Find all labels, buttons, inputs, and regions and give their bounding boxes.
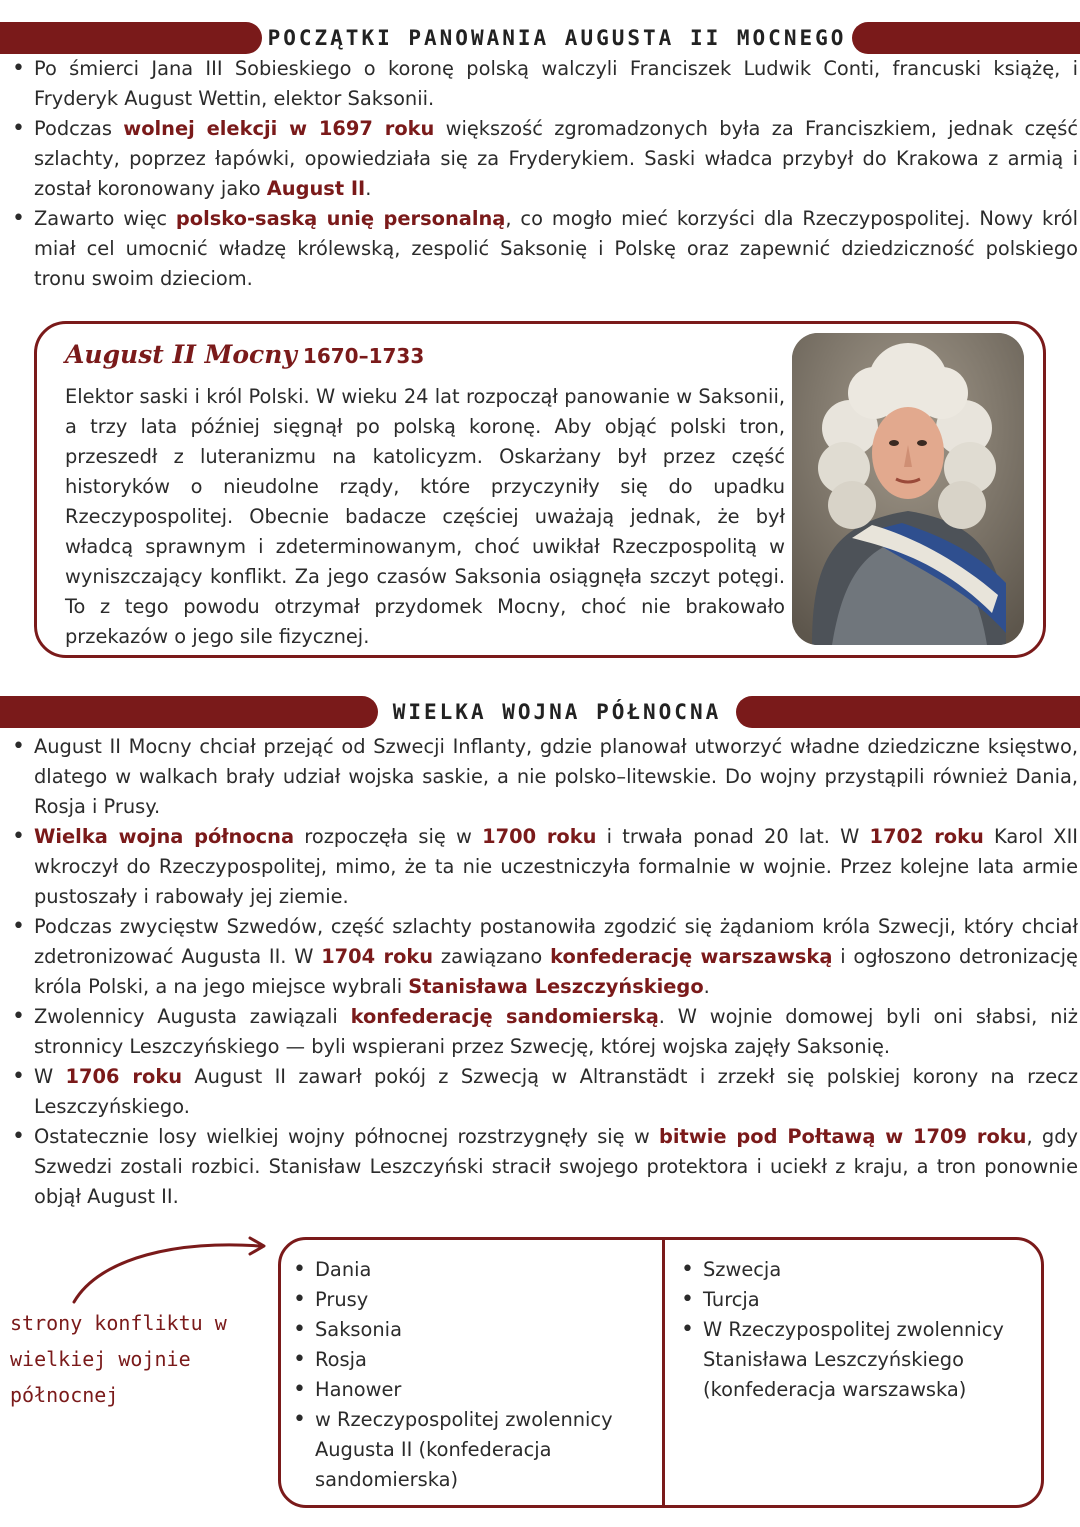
bullet-text: W <box>34 1065 66 1088</box>
highlight-text: wolnej elekcji w 1697 roku <box>123 117 435 140</box>
sides-left-list <box>291 1255 641 1495</box>
conflict-sides-box <box>278 1237 1044 1508</box>
highlight-text: August II <box>266 177 366 200</box>
banner-bar-left <box>0 696 378 728</box>
bullet-text: Podczas <box>34 117 124 140</box>
bullet-item <box>10 732 1078 822</box>
side-item: • w Rzeczypospolitej zwolennicy Augusta II (konfederacja sandomierska) <box>291 1405 641 1495</box>
side-item: • Szwecja <box>679 1255 1029 1285</box>
bullet-text: . W wojnie domowej byli oni słabsi, niż stronnicy Leszczyńskiego — byli wspierani przez Szwecję, której wojska zajęły Saksonię. <box>34 1005 1078 1058</box>
bullet-text: August II zawarł pokój z Szwecją w Altranstädt i zrzekł się polskiej korony na rzecz Leszczyńskiego. <box>34 1065 1078 1118</box>
section-title-2: WIELKA WOJNA PÓŁNOCNA <box>392 700 722 724</box>
biography-name: August II Mocny <box>65 340 297 369</box>
highlight-text: konfederację warszawską <box>550 945 833 968</box>
section-title-1: POCZĄTKI PANOWANIA AUGUSTA II MOCNEGO <box>267 26 847 50</box>
side-item: • Dania <box>291 1255 641 1285</box>
bullet-item <box>10 204 1078 294</box>
highlight-text: polsko-saską unię personalną <box>175 207 506 230</box>
bullet-text: i ogłoszono detronizację króla Polski, a na jego miejsce wybrali <box>34 945 1078 998</box>
bullet-text: rozpoczęła się w <box>294 825 483 848</box>
section-banner-1 <box>0 14 1080 54</box>
highlight-text: Stanisława Leszczyńskiego <box>408 975 704 998</box>
bullet-item <box>10 822 1078 912</box>
bullet-item <box>10 114 1078 204</box>
banner-bar-left <box>0 22 262 54</box>
bullet-text: , gdy Szwedzi zostali rozbici. Stanisław Leszczyński stracił swojego protektora i uciekł z kraju, a tron ponownie objął August II. <box>34 1125 1078 1208</box>
highlight-text: 1704 roku <box>321 945 434 968</box>
biography-box <box>34 321 1046 658</box>
bullet-text: Podczas zwycięstw Szwedów, część szlachty postanowiła zgodzić się żądaniom króla Szwecji, który chciał zdetronizować Augusta II. W <box>34 915 1078 968</box>
side-item: • W Rzeczypospolitej zwolennicy Stanisława Leszczyńskiego (konfederacja warszawska) <box>679 1315 1029 1405</box>
bullet-item <box>10 1002 1078 1062</box>
intro-bullet-list <box>10 54 1078 294</box>
sides-label-line: wielkiej wojnie <box>10 1347 191 1371</box>
sides-label-line: północnej <box>10 1383 119 1407</box>
war-bullet-list <box>10 732 1078 1212</box>
biography-years: 1670–1733 <box>302 344 425 368</box>
biography-text: Elektor saski i król Polski. W wieku 24 lat rozpoczął panowanie w Saksonii, a trzy lata później sięgnął po polską koronę. Aby objąć polski tron, przeszedł z luteranizmu na katolicyzm. Oskarżany był przez część historyków o nieudolne rządy, które przyczyniły się do upadku Rzeczypospolitej. Obecnie badacze częściej uważają jednak, że był władcą sprawnym i zdeterminowanym, choć uwikłał Rzeczpospolitą w wyniszczający konflikt. Za jego czasów Saksonia osiągnęła szczyt potęgi. To z tego powodu otrzymał przydomek Mocny, choć nie brakowało przekazów o jego sile fizycznej. <box>65 385 785 648</box>
bullet-item <box>10 1062 1078 1122</box>
bullet-item <box>10 54 1078 114</box>
highlight-text: Wielka wojna północna <box>34 825 295 848</box>
biography-heading <box>65 340 424 369</box>
portrait-image <box>792 333 1024 645</box>
bullet-text: Karol XII wkroczył do Rzeczypospolitej, mimo, że ta nie uczestniczyła formalnie w wojnie. Przez kolejne lata armie pustoszały i rabowały jej ziemie. <box>34 825 1079 908</box>
side-item: • Turcja <box>679 1285 1029 1315</box>
banner-bar-right <box>736 696 1080 728</box>
side-item: • Rosja <box>291 1345 641 1375</box>
bullet-item <box>10 1122 1078 1212</box>
banner-bar-right <box>852 22 1080 54</box>
column-divider <box>662 1240 665 1505</box>
highlight-text: konfederację sandomierską <box>350 1005 659 1028</box>
highlight-text: 1700 roku <box>482 825 597 848</box>
highlight-text: 1702 roku <box>869 825 984 848</box>
bullet-text: Po śmierci Jana III Sobieskiego o koronę polską walczyli Franciszek Ludwik Conti, francuski książę, i Fryderyk August Wettin, elektor Saksonii. <box>34 57 1078 110</box>
side-item: • Prusy <box>291 1285 641 1315</box>
highlight-text: bitwie pod Połtawą w 1709 roku <box>659 1125 1027 1148</box>
section-banner-2 <box>0 688 1080 728</box>
bullet-text: i trwała ponad 20 lat. W <box>596 825 870 848</box>
bullet-text: Ostatecznie losy wielkiej wojny północnej rozstrzygnęły się w <box>34 1125 660 1148</box>
bullet-text: zawiązano <box>433 945 551 968</box>
sides-label <box>10 1305 227 1413</box>
side-item: • Hanower <box>291 1375 641 1405</box>
bullet-text: August II Mocny chciał przejąć od Szwecji Inflanty, gdzie planował utworzyć władne dziedziczne księstwo, dlatego w walkach brały udział wojska saskie, a nie polsko–litewskie. Do wojny przystąpili również Dania, Rosja i Prusy. <box>34 735 1078 818</box>
bullet-text: . <box>703 975 710 998</box>
bullet-text: Zwolennicy Augusta zawiązali <box>34 1005 351 1028</box>
sides-label-line: strony konfliktu w <box>10 1311 227 1335</box>
bullet-item <box>10 912 1078 1002</box>
side-item: • Saksonia <box>291 1315 641 1345</box>
bullet-text: Zawarto więc <box>34 207 176 230</box>
highlight-text: 1706 roku <box>65 1065 183 1088</box>
arrow-icon <box>60 1232 275 1307</box>
bullet-text: większość zgromadzonych była za Franciszkiem, jednak część szlachty, poprzez łapówki, opowiedziała się za Fryderykiem. Saski władca przybył do Krakowa z armią i został koronowany jako <box>34 117 1078 200</box>
bullet-text: , co mogło mieć korzyści dla Rzeczypospolitej. Nowy król miał cel umocnić władzę królewską, zespolić Saksonię i Polskę oraz zapewnić dziedziczność polskiego tronu swoim dzieciom. <box>34 207 1078 290</box>
bullet-text: . <box>365 177 372 200</box>
sides-right-list <box>679 1255 1029 1405</box>
